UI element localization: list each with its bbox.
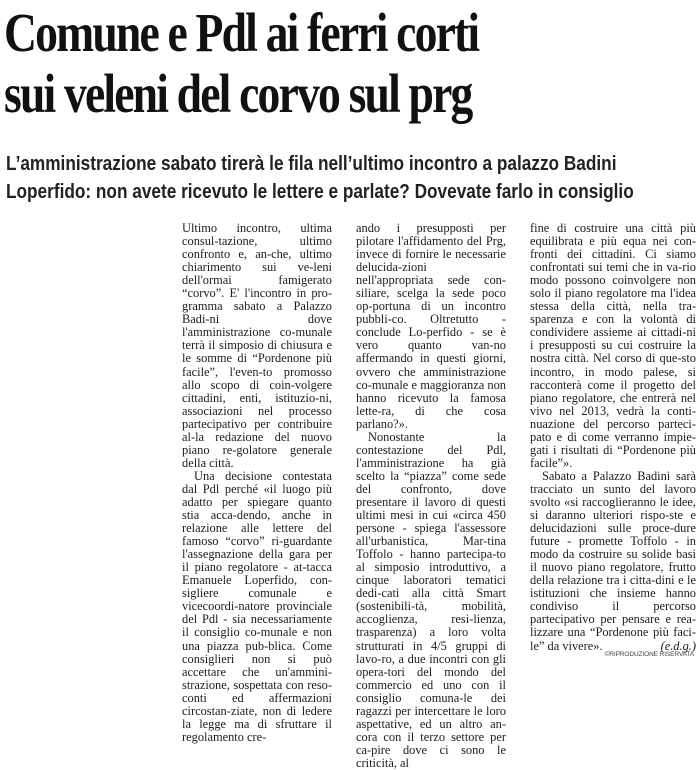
headline-line-1: Comune e Pdl ai ferri corti [4, 2, 479, 63]
subheadline [6, 150, 634, 206]
article-column-1 [182, 222, 332, 744]
subheadline-line-2: Loperfido: non avete ricevuto le lettere e parlate? Dovevate farlo in consiglio [6, 180, 634, 203]
article-column-3 [530, 222, 696, 653]
paragraph: fine di costruire una città più equilibrata e più equa nei con-fronti dei cittadini. Ci siamo confrontati sui temi che in va-rio modo possono coinvolgere non solo il piano regolatore ma l'idea stessa della città, nella tra-sparenza e con la volontà di condividere assieme ai cittadi-ni i presupposti su cui costruire la nostra città. Nel corso di que-sto incontro, in modo palese, si racconterà come il progetto del piano regolatore, che entrerà nel vivo nel 2013, vedrà la conti-nuazione del percorso parteci-pato e di come verranno impie-gati i risultati di “Pordenone più facile”». [530, 221, 696, 470]
paragraph: ando i presupposti per pilotare l'affidamento del Prg, invece di fornire le necessarie delucida-zioni nell'appropriata sede con-siliare, scelga la sede poco op-portuna di un incontro pubbli-co. Oltretutto - conclude Lo-perfido - se è vero quanto van-no affermando in questi giorni, ovvero che amministrazione co-munale e maggioranza non hanno ricevuto la famosa lette-ra, di che cosa parlano?». [356, 221, 506, 431]
headline [4, 2, 580, 124]
paragraph: Una decisione contestata dal Pdl perché «il luogo più adatto per spiegare quanto stia acca-dendo, anche in relazione alle lettere del famoso “corvo” ri-guardante l'assegnazione della gara per il piano regolatore - at-tacca Emanuele Loperfido, con-sigliere comunale e vicecoordi-natore provinciale del Pdl - sia necessariamente il consiglio co-munale e non una piazza pub-blica. Come consiglieri non si può accettare che un'ammini-strazione, sospettata con reso-conti ed affermazioni circostan-ziate, non di ledere la legge ma di sfruttare il regolamento cre- [182, 468, 332, 744]
article-body [0, 221, 700, 770]
author-signature: (e.d.g.) [660, 638, 696, 653]
copyright-notice: ©RIPRODUZIONE RISERVATA [604, 651, 694, 658]
subheadline-line-1: L’amministrazione sabato tirerà le fila nell’ultimo incontro a palazzo Badini [6, 152, 617, 175]
paragraph: Sabato a Palazzo Badini sarà tracciato un sunto del lavoro svolto «si raccoglieranno le idee, si daranno ulteriori rispo-ste e delucidazioni sulle proce-dure future - promette Toffolo - in modo da costruire su solide basi il nuovo piano regolatore, frutto della relazione tra i citta-dini e le istituzioni che insieme hanno condiviso il percorso partecipativo per pensare e rea-lizzare una “Pordenone più faci-le” da vivere». [530, 468, 696, 653]
paragraph: Ultimo incontro, ultima consul-tazione, ultimo confronto e, an-che, ultimo chiarimento sui ve-leni dell'ormai famigerato “corvo”. E' l'incontro in pro-gramma sabato a Palazzo Badi-ni dove l'amministrazione co-munale terrà il simposio di chiusura e le somme di “Pordenone più facile”, l'even-to promosso allo scopo di coin-volgere cittadini, enti, istituzio-ni, associazioni nel processo partecipativo per contribuire al-la redazione del nuovo piano re-golatore generale della città. [182, 221, 332, 470]
article-column-2 [356, 222, 506, 770]
paragraph: Nonostante la contestazione del Pdl, l'amministrazione ha già scelto la “piazza” come sede del confronto, dove presentare il lavoro di questi ultimi mesi in cui «circa 450 persone - spiega l'assessore all'urbanistica, Mar-tina Toffolo - hanno partecipa-to al simposio introduttivo, a cinque laboratori tematici dedi-cati alla città Smart (sostenibili-tà, mobilità, accoglienza, resi-lienza, trasparenza) a loro volta strutturati in 4/5 gruppi di lavo-ro, a due incontri con gli opera-tori del mondo del commercio ed uno con il consiglio comuna-le dei ragazzi per intercettare le loro aspettative, ed un altro an-cora con il terzo settore per ca-pire dove ci sono le criticità, al [356, 429, 506, 770]
headline-line-2: sui veleni del corvo sul prg [4, 63, 472, 124]
